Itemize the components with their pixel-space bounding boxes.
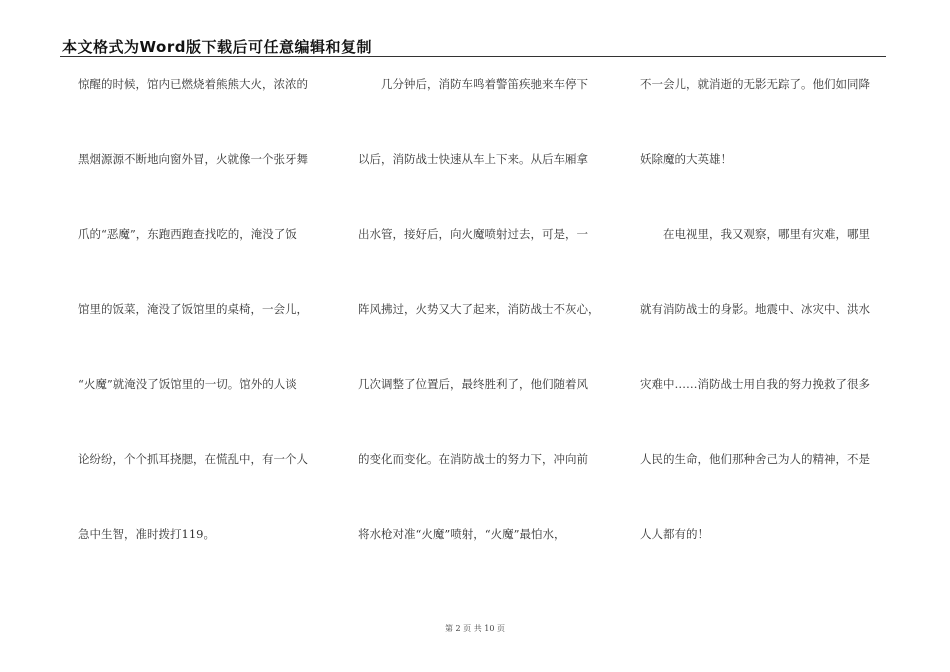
text-line: 出水管，接好后，向火魔喷射过去，可是，一 (358, 227, 588, 241)
text-line: 人民的生命，他们那种舍己为人的精神，不是 (640, 452, 870, 466)
text-line: 馆里的饭菜，淹没了饭馆里的桌椅，一会儿， (78, 302, 308, 316)
text-line: 在电视里，我又观察，哪里有灾难，哪里 (663, 227, 870, 241)
text-line: 人人都有的！ (640, 527, 709, 541)
text-line: 几次调整了位置后，最终胜利了，他们随着风 (358, 377, 588, 391)
text-line: 论纷纷，个个抓耳挠腮，在慌乱中，有一个人 (78, 452, 308, 466)
text-line: 以后，消防战士快速从车上下来。从后车厢拿 (358, 152, 588, 166)
text-line: 黑烟源源不断地向窗外冒，火就像一个张牙舞 (78, 152, 308, 166)
text-line: 急中生智，准时拨打119。 (78, 527, 215, 541)
text-line: 几分钟后，消防车鸣着警笛疾驰来车停下 (381, 77, 588, 91)
text-line: 阵风拂过，火势又大了起来，消防战士不灰心， (358, 302, 600, 316)
text-line: 就有消防战士的身影。地震中、冰灾中、洪水 (640, 302, 870, 316)
header-rule (60, 56, 886, 57)
text-line: 灾难中……消防战士用自我的努力挽救了很多 (640, 377, 870, 391)
text-line: 妖除魔的大英雄！ (640, 152, 732, 166)
text-line: 的变化而变化。在消防战士的努力下，冲向前 (358, 452, 588, 466)
text-line: “火魔”就淹没了饭馆里的一切。馆外的人谈 (78, 377, 297, 391)
text-line: 惊醒的时候，馆内已燃烧着熊熊大火，浓浓的 (78, 77, 308, 91)
text-line: 将水枪对准“火魔”喷射，“火魔”最怕水， (358, 527, 566, 541)
page-number: 第 2 页 共 10 页 (445, 624, 505, 633)
text-line: 爪的“恶魔”，东跑西跑查找吃的，淹没了饭 (78, 227, 297, 241)
text-line: 不一会儿，就消逝的无影无踪了。他们如同降 (640, 77, 870, 91)
document-header-title: 本文格式为Word版下载后可任意编辑和复制 (62, 38, 372, 56)
